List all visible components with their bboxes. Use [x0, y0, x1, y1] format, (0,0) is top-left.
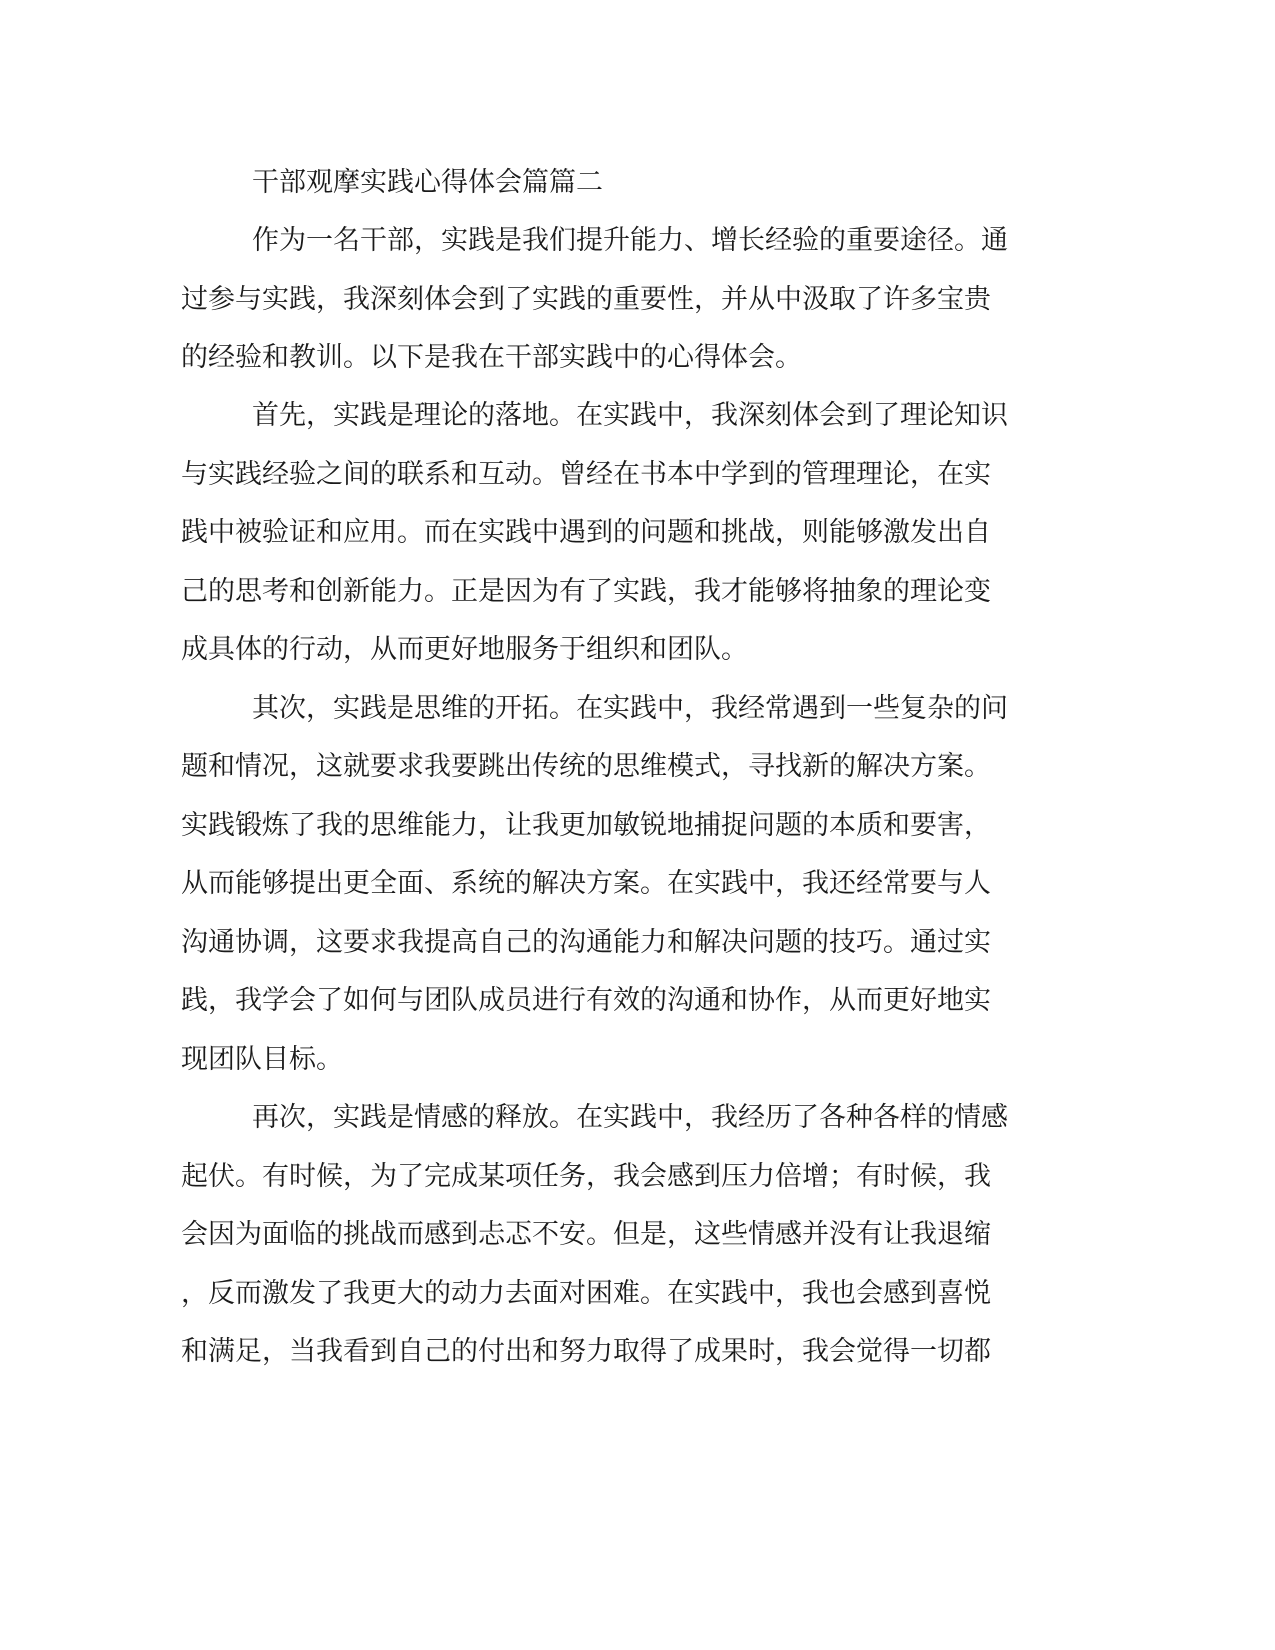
text-line — [0, 925, 1275, 961]
text-line — [0, 983, 1275, 1019]
text-line — [0, 515, 1275, 551]
text-line — [0, 340, 1275, 376]
heading-text: 干部观摩实践心得体会篇篇二 — [252, 167, 603, 198]
text-line — [0, 691, 1275, 727]
line-text: 题和情况，这就要求我要跳出传统的思维模式，寻找新的解决方案。 — [181, 751, 991, 782]
line-text: 己的思考和创新能力。正是因为有了实践，我才能够将抽象的理论变 — [181, 576, 991, 607]
line-text: 现团队目标。 — [181, 1044, 343, 1075]
line-text: 会因为面临的挑战而感到忐忑不安。但是，这些情感并没有让我退缩 — [181, 1219, 991, 1250]
line-text: 实践锻炼了我的思维能力，让我更加敏锐地捕捉问题的本质和要害， — [181, 810, 991, 841]
line-text: 再次，实践是情感的释放。在实践中，我经历了各种各样的情感 — [252, 1102, 1008, 1133]
text-line — [0, 457, 1275, 493]
line-text: ，反而激发了我更大的动力去面对困难。在实践中，我也会感到喜悦 — [181, 1278, 991, 1309]
text-line — [0, 808, 1275, 844]
text-line — [0, 223, 1275, 259]
text-line — [0, 398, 1275, 434]
line-text: 其次，实践是思维的开拓。在实践中，我经常遇到一些复杂的问 — [252, 693, 1008, 724]
line-text: 从而能够提出更全面、系统的解决方案。在实践中，我还经常要与人 — [181, 868, 991, 899]
text-line — [0, 1042, 1275, 1078]
text-line — [0, 1334, 1275, 1370]
text-line — [0, 632, 1275, 668]
line-text: 过参与实践，我深刻体会到了实践的重要性，并从中汲取了许多宝贵 — [181, 284, 991, 315]
document-heading — [0, 165, 1275, 201]
line-text: 沟通协调，这要求我提高自己的沟通能力和解决问题的技巧。通过实 — [181, 927, 991, 958]
line-text: 和满足，当我看到自己的付出和努力取得了成果时，我会觉得一切都 — [181, 1336, 991, 1367]
text-line — [0, 1100, 1275, 1136]
line-text: 践，我学会了如何与团队成员进行有效的沟通和协作，从而更好地实 — [181, 985, 991, 1016]
line-text: 的经验和教训。以下是我在干部实践中的心得体会。 — [181, 342, 802, 373]
line-text: 作为一名干部，实践是我们提升能力、增长经验的重要途径。通 — [252, 225, 1008, 256]
text-line — [0, 1159, 1275, 1195]
text-line — [0, 574, 1275, 610]
line-text: 起伏。有时候，为了完成某项任务，我会感到压力倍增；有时候，我 — [181, 1161, 991, 1192]
text-line — [0, 282, 1275, 318]
text-line — [0, 1217, 1275, 1253]
line-text: 践中被验证和应用。而在实践中遇到的问题和挑战，则能够激发出自 — [181, 517, 991, 548]
line-text: 首先，实践是理论的落地。在实践中，我深刻体会到了理论知识 — [252, 400, 1008, 431]
text-line — [0, 866, 1275, 902]
line-text: 与实践经验之间的联系和互动。曾经在书本中学到的管理理论，在实 — [181, 459, 991, 490]
line-text: 成具体的行动，从而更好地服务于组织和团队。 — [181, 634, 748, 665]
text-line — [0, 1276, 1275, 1312]
text-line — [0, 749, 1275, 785]
